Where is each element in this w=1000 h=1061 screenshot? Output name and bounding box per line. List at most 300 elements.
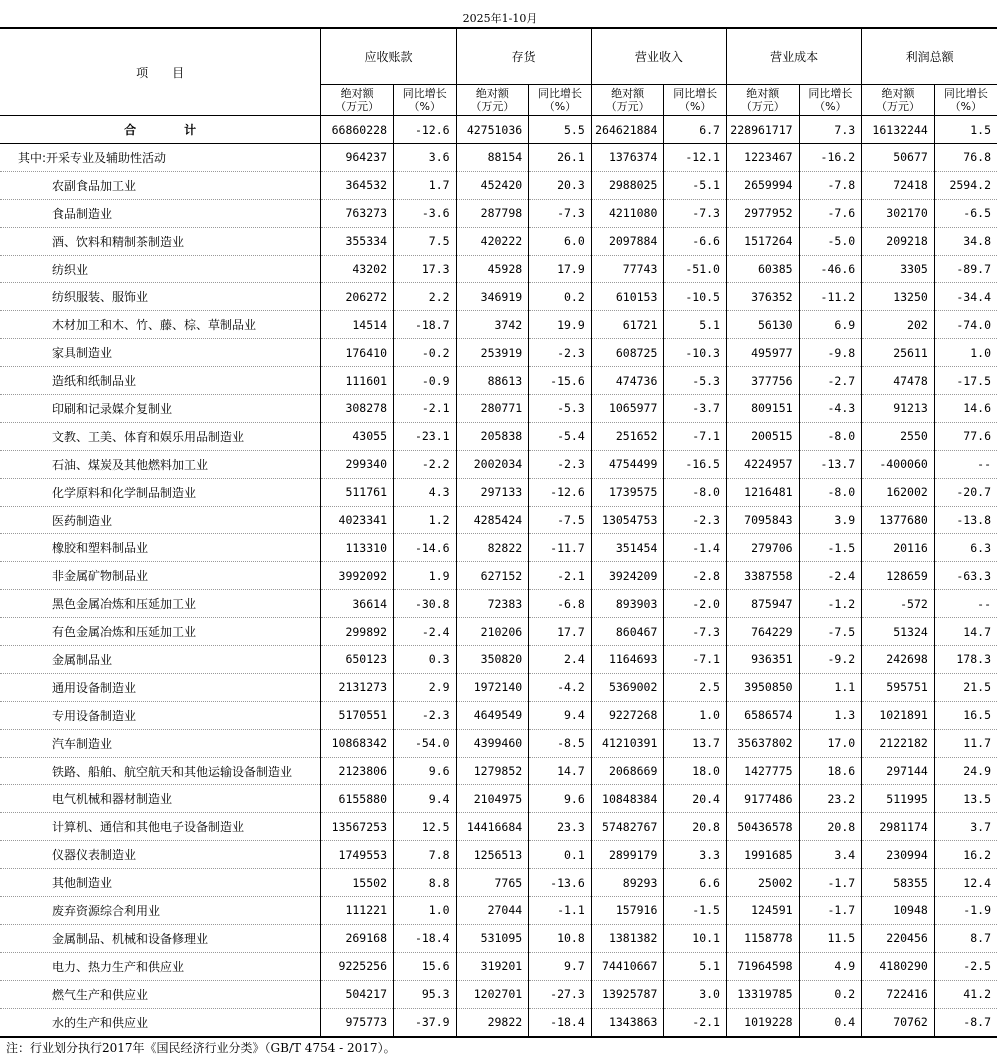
table-row: [0, 646, 997, 674]
cell-profit: 25611: [862, 339, 935, 367]
cell-cost-y: 0.2: [799, 980, 862, 1008]
cell-rev-y: -7.3: [664, 618, 727, 646]
cell-profit: 10948: [862, 897, 935, 925]
cell-rev-y: -2.0: [664, 590, 727, 618]
cell-inv-y: -12.6: [529, 478, 592, 506]
cell-ar-y: 1.2: [394, 506, 457, 534]
cell-cost-y: -2.4: [799, 562, 862, 590]
cell-profit-y: -2.5: [934, 952, 997, 980]
column-group-revenue: 营业收入: [591, 28, 726, 85]
cell-ar: 111221: [321, 897, 394, 925]
cell-rev: 9227268: [591, 701, 664, 729]
cell-ar: 111601: [321, 367, 394, 395]
cell-rev-y: -3.7: [664, 395, 727, 423]
cell-inv: 287798: [456, 199, 529, 227]
industry-name: 电气机械和器材制造业: [0, 785, 321, 813]
cell-inv-y: 19.9: [529, 311, 592, 339]
cell-ar-y: -2.4: [394, 618, 457, 646]
cell-inv: 4399460: [456, 729, 529, 757]
industry-name: 通用设备制造业: [0, 673, 321, 701]
table-row: [0, 729, 997, 757]
cell-rev: 1343863: [591, 1008, 664, 1036]
industry-name: 仪器仪表制造业: [0, 841, 321, 869]
cell-ar-y: 1.0: [394, 897, 457, 925]
cell-cost-y: 4.9: [799, 952, 862, 980]
cell-cost: 71964598: [726, 952, 799, 980]
cell-ar: 113310: [321, 534, 394, 562]
cell-inv-y: 20.3: [529, 171, 592, 199]
cell-inv: 29822: [456, 1008, 529, 1036]
cell-inv: 205838: [456, 422, 529, 450]
cell-cost: 25002: [726, 869, 799, 897]
cell-profit-y: 77.6: [934, 422, 997, 450]
cell-cost-y: -46.6: [799, 255, 862, 283]
cell-profit-y: 1.0: [934, 339, 997, 367]
table-row: [0, 311, 997, 339]
cell-profit: 13250: [862, 283, 935, 311]
cell-ar: 511761: [321, 478, 394, 506]
cell-cost-y: -4.3: [799, 395, 862, 423]
cell-rev-y: 1.0: [664, 701, 727, 729]
cell-rev-y: 3.3: [664, 841, 727, 869]
cell-inv-y: 17.9: [529, 255, 592, 283]
cell-ar: 176410: [321, 339, 394, 367]
industry-name: 专用设备制造业: [0, 701, 321, 729]
cell-ar: 66860228: [321, 116, 394, 144]
cell-rev: 157916: [591, 897, 664, 925]
cell-rev-y: 20.4: [664, 785, 727, 813]
cell-profit: 220456: [862, 924, 935, 952]
cell-inv-y: -18.4: [529, 1008, 592, 1036]
cell-rev: 5369002: [591, 673, 664, 701]
cell-profit-y: 16.5: [934, 701, 997, 729]
cell-cost-y: -7.6: [799, 199, 862, 227]
cell-cost-y: -7.8: [799, 171, 862, 199]
column-header-yoy: 同比增长 （%）: [664, 85, 727, 116]
cell-ar: 3992092: [321, 562, 394, 590]
cell-inv-y: 9.7: [529, 952, 592, 980]
cell-profit-y: 16.2: [934, 841, 997, 869]
cell-rev: 41210391: [591, 729, 664, 757]
cell-profit: 47478: [862, 367, 935, 395]
cell-ar-y: 9.4: [394, 785, 457, 813]
cell-inv: 280771: [456, 395, 529, 423]
column-group-cost: 营业成本: [726, 28, 861, 85]
cell-rev-y: -2.3: [664, 506, 727, 534]
cell-profit: 595751: [862, 673, 935, 701]
cell-profit-y: 21.5: [934, 673, 997, 701]
column-header-yoy: 同比增长 （%）: [799, 85, 862, 116]
cell-ar-y: 8.8: [394, 869, 457, 897]
cell-profit: 722416: [862, 980, 935, 1008]
cell-rev: 893903: [591, 590, 664, 618]
industry-name: 其中:开采专业及辅助性活动: [0, 144, 321, 172]
cell-cost: 3387558: [726, 562, 799, 590]
cell-profit: 50677: [862, 144, 935, 172]
cell-inv: 2104975: [456, 785, 529, 813]
cell-profit-y: 13.5: [934, 785, 997, 813]
cell-profit-y: 178.3: [934, 646, 997, 674]
table-row: [0, 450, 997, 478]
cell-ar-y: -2.2: [394, 450, 457, 478]
cell-profit-y: 76.8: [934, 144, 997, 172]
cell-inv-y: -6.8: [529, 590, 592, 618]
cell-inv-y: 9.4: [529, 701, 592, 729]
cell-ar: 269168: [321, 924, 394, 952]
cell-inv: 3742: [456, 311, 529, 339]
cell-ar: 1749553: [321, 841, 394, 869]
cell-inv-y: 2.4: [529, 646, 592, 674]
cell-inv: 72383: [456, 590, 529, 618]
column-group-profit: 利润总额: [862, 28, 997, 85]
cell-rev-y: -2.1: [664, 1008, 727, 1036]
cell-ar: 15502: [321, 869, 394, 897]
cell-inv-y: -8.5: [529, 729, 592, 757]
cell-cost-y: -2.7: [799, 367, 862, 395]
cell-rev: 1065977: [591, 395, 664, 423]
cell-inv-y: -2.3: [529, 450, 592, 478]
industry-name: 非金属矿物制品业: [0, 562, 321, 590]
cell-inv-y: 0.2: [529, 283, 592, 311]
table-row: [0, 701, 997, 729]
table-row: [0, 422, 997, 450]
cell-profit: 72418: [862, 171, 935, 199]
column-header-absolute: 绝对额 （万元）: [591, 85, 664, 116]
cell-cost: 1019228: [726, 1008, 799, 1036]
cell-profit-y: 14.6: [934, 395, 997, 423]
cell-profit-y: -89.7: [934, 255, 997, 283]
cell-rev-y: 6.7: [664, 116, 727, 144]
table-row: [0, 367, 997, 395]
cell-cost: 124591: [726, 897, 799, 925]
cell-profit: 58355: [862, 869, 935, 897]
cell-profit: 230994: [862, 841, 935, 869]
cell-profit-y: --: [934, 450, 997, 478]
cell-cost: 279706: [726, 534, 799, 562]
table-row: [0, 506, 997, 534]
cell-profit: 3305: [862, 255, 935, 283]
column-header-absolute: 绝对额 （万元）: [456, 85, 529, 116]
column-group-receivables: 应收账款: [321, 28, 456, 85]
cell-rev-y: -2.8: [664, 562, 727, 590]
cell-profit: 242698: [862, 646, 935, 674]
cell-ar: 14514: [321, 311, 394, 339]
industry-name: 印刷和记录媒介复制业: [0, 395, 321, 423]
table-header: [0, 28, 997, 116]
column-header-yoy: 同比增长 （%）: [934, 85, 997, 116]
cell-inv-y: -5.3: [529, 395, 592, 423]
cell-inv: 82822: [456, 534, 529, 562]
cell-rev-y: 2.5: [664, 673, 727, 701]
cell-ar-y: -23.1: [394, 422, 457, 450]
cell-profit-y: --: [934, 590, 997, 618]
cell-profit-y: -1.9: [934, 897, 997, 925]
cell-rev-y: -5.1: [664, 171, 727, 199]
cell-ar-y: 15.6: [394, 952, 457, 980]
cell-rev-y: 5.1: [664, 952, 727, 980]
industry-name: 铁路、船舶、航空航天和其他运输设备制造业: [0, 757, 321, 785]
cell-inv: 1202701: [456, 980, 529, 1008]
cell-profit: 1021891: [862, 701, 935, 729]
column-header-absolute: 绝对额 （万元）: [726, 85, 799, 116]
cell-ar-y: -3.6: [394, 199, 457, 227]
cell-ar: 206272: [321, 283, 394, 311]
cell-cost-y: -16.2: [799, 144, 862, 172]
column-header-absolute: 绝对额 （万元）: [321, 85, 394, 116]
table-row: [0, 199, 997, 227]
cell-inv-y: -13.6: [529, 869, 592, 897]
cell-ar-y: -0.2: [394, 339, 457, 367]
table-row: [0, 785, 997, 813]
cell-rev: 10848384: [591, 785, 664, 813]
cell-rev-y: 6.6: [664, 869, 727, 897]
cell-ar: 2123806: [321, 757, 394, 785]
cell-rev: 474736: [591, 367, 664, 395]
cell-ar: 2131273: [321, 673, 394, 701]
cell-inv: 420222: [456, 227, 529, 255]
cell-ar-y: 7.8: [394, 841, 457, 869]
cell-inv-y: -27.3: [529, 980, 592, 1008]
cell-profit: 2122182: [862, 729, 935, 757]
cell-ar-y: 0.3: [394, 646, 457, 674]
cell-cost-y: -9.8: [799, 339, 862, 367]
cell-profit: 91213: [862, 395, 935, 423]
table-row: [0, 980, 997, 1008]
cell-ar: 10868342: [321, 729, 394, 757]
cell-inv-y: 14.7: [529, 757, 592, 785]
cell-ar-y: -2.1: [394, 395, 457, 423]
cell-rev: 1381382: [591, 924, 664, 952]
cell-inv: 1972140: [456, 673, 529, 701]
cell-ar-y: 4.3: [394, 478, 457, 506]
cell-rev: 3924209: [591, 562, 664, 590]
cell-inv: 45928: [456, 255, 529, 283]
cell-rev-y: -7.1: [664, 422, 727, 450]
cell-rev: 2097884: [591, 227, 664, 255]
footnote: 注：行业划分执行2017年《国民经济行业分类》（GB/T 4754 - 2017）。: [6, 1041, 396, 1055]
cell-profit-y: -17.5: [934, 367, 997, 395]
cell-cost-y: -13.7: [799, 450, 862, 478]
table-row: [0, 339, 997, 367]
cell-profit-y: 11.7: [934, 729, 997, 757]
table-row: [0, 924, 997, 952]
cell-inv: 531095: [456, 924, 529, 952]
industry-name: 石油、煤炭及其他燃料加工业: [0, 450, 321, 478]
cell-rev: 860467: [591, 618, 664, 646]
cell-cost: 495977: [726, 339, 799, 367]
cell-rev-y: 13.7: [664, 729, 727, 757]
industry-name: 化学原料和化学制品制造业: [0, 478, 321, 506]
cell-rev: 89293: [591, 869, 664, 897]
cell-ar-y: 7.5: [394, 227, 457, 255]
cell-profit-y: -34.4: [934, 283, 997, 311]
cell-cost: 936351: [726, 646, 799, 674]
cell-ar: 13567253: [321, 813, 394, 841]
cell-rev-y: 5.1: [664, 311, 727, 339]
cell-ar-y: -12.6: [394, 116, 457, 144]
industry-name: 废弃资源综合利用业: [0, 897, 321, 925]
cell-rev: 4211080: [591, 199, 664, 227]
cell-rev-y: -7.3: [664, 199, 727, 227]
cell-ar-y: 17.3: [394, 255, 457, 283]
cell-rev: 2988025: [591, 171, 664, 199]
cell-rev-y: 18.0: [664, 757, 727, 785]
cell-cost: 1223467: [726, 144, 799, 172]
industry-name: 文教、工美、体育和娱乐用品制造业: [0, 422, 321, 450]
cell-inv: 297133: [456, 478, 529, 506]
cell-cost: 60385: [726, 255, 799, 283]
cell-inv: 350820: [456, 646, 529, 674]
table-row: [0, 534, 997, 562]
cell-ar: 964237: [321, 144, 394, 172]
cell-cost: 2977952: [726, 199, 799, 227]
cell-cost: 56130: [726, 311, 799, 339]
cell-inv-y: 0.1: [529, 841, 592, 869]
table-row: [0, 478, 997, 506]
cell-profit-y: -6.5: [934, 199, 997, 227]
cell-profit-y: 14.7: [934, 618, 997, 646]
cell-rev: 57482767: [591, 813, 664, 841]
cell-rev-y: 20.8: [664, 813, 727, 841]
cell-cost-y: -5.0: [799, 227, 862, 255]
cell-cost-y: 3.9: [799, 506, 862, 534]
cell-rev-y: -51.0: [664, 255, 727, 283]
cell-rev: 13054753: [591, 506, 664, 534]
cell-cost: 2659994: [726, 171, 799, 199]
cell-profit: 511995: [862, 785, 935, 813]
table-row: [0, 841, 997, 869]
cell-ar: 308278: [321, 395, 394, 423]
cell-profit: 302170: [862, 199, 935, 227]
cell-ar-y: 95.3: [394, 980, 457, 1008]
cell-profit-y: -8.7: [934, 1008, 997, 1036]
cell-ar: 4023341: [321, 506, 394, 534]
cell-cost: 1517264: [726, 227, 799, 255]
cell-profit: 2981174: [862, 813, 935, 841]
industry-name: 纺织业: [0, 255, 321, 283]
industry-name: 电力、热力生产和供应业: [0, 952, 321, 980]
cell-cost-y: 18.6: [799, 757, 862, 785]
industry-name: 汽车制造业: [0, 729, 321, 757]
cell-ar-y: 1.7: [394, 171, 457, 199]
cell-profit: 20116: [862, 534, 935, 562]
table-body: [0, 116, 997, 1037]
cell-inv-y: 6.0: [529, 227, 592, 255]
table-row: [0, 283, 997, 311]
cell-ar-y: -14.6: [394, 534, 457, 562]
cell-rev: 1376374: [591, 144, 664, 172]
cell-cost: 376352: [726, 283, 799, 311]
cell-rev-y: -1.4: [664, 534, 727, 562]
industry-statistics-table: [0, 27, 997, 1038]
cell-ar: 6155880: [321, 785, 394, 813]
cell-cost: 6586574: [726, 701, 799, 729]
table-row-total: [0, 116, 997, 144]
cell-inv: 1279852: [456, 757, 529, 785]
cell-cost: 50436578: [726, 813, 799, 841]
cell-ar: 504217: [321, 980, 394, 1008]
industry-name: 橡胶和塑料制品业: [0, 534, 321, 562]
cell-rev: 74410667: [591, 952, 664, 980]
cell-rev: 610153: [591, 283, 664, 311]
cell-ar: 9225256: [321, 952, 394, 980]
cell-cost: 35637802: [726, 729, 799, 757]
cell-cost: 1991685: [726, 841, 799, 869]
cell-cost-y: -1.2: [799, 590, 862, 618]
cell-profit: 297144: [862, 757, 935, 785]
cell-inv: 210206: [456, 618, 529, 646]
column-header-item: 项 目: [0, 28, 321, 116]
column-header-absolute: 绝对额 （万元）: [862, 85, 935, 116]
cell-rev: 351454: [591, 534, 664, 562]
cell-inv: 2002034: [456, 450, 529, 478]
table-row: [0, 144, 997, 172]
cell-inv: 27044: [456, 897, 529, 925]
cell-cost-y: 17.0: [799, 729, 862, 757]
industry-name: 家具制造业: [0, 339, 321, 367]
cell-ar: 5170551: [321, 701, 394, 729]
cell-ar-y: 1.9: [394, 562, 457, 590]
cell-cost-y: -1.5: [799, 534, 862, 562]
cell-cost-y: -8.0: [799, 478, 862, 506]
cell-profit: 209218: [862, 227, 935, 255]
cell-cost: 13319785: [726, 980, 799, 1008]
industry-name: 其他制造业: [0, 869, 321, 897]
cell-profit-y: 34.8: [934, 227, 997, 255]
cell-rev: 1739575: [591, 478, 664, 506]
cell-cost: 228961717: [726, 116, 799, 144]
cell-profit: 128659: [862, 562, 935, 590]
industry-name: 食品制造业: [0, 199, 321, 227]
cell-inv: 627152: [456, 562, 529, 590]
table-row: [0, 813, 997, 841]
table-row: [0, 255, 997, 283]
cell-cost: 764229: [726, 618, 799, 646]
cell-inv-y: -7.5: [529, 506, 592, 534]
cell-inv-y: -2.3: [529, 339, 592, 367]
cell-ar: 299892: [321, 618, 394, 646]
cell-ar-y: -2.3: [394, 701, 457, 729]
cell-cost: 1158778: [726, 924, 799, 952]
industry-name: 合 计: [0, 116, 321, 144]
cell-cost-y: 23.2: [799, 785, 862, 813]
cell-profit: -572: [862, 590, 935, 618]
cell-ar: 650123: [321, 646, 394, 674]
cell-cost-y: 7.3: [799, 116, 862, 144]
cell-profit-y: -20.7: [934, 478, 997, 506]
cell-inv-y: 26.1: [529, 144, 592, 172]
cell-inv-y: 23.3: [529, 813, 592, 841]
cell-ar: 299340: [321, 450, 394, 478]
cell-profit-y: 8.7: [934, 924, 997, 952]
cell-cost-y: -9.2: [799, 646, 862, 674]
cell-cost: 1427775: [726, 757, 799, 785]
cell-profit-y: 2594.2: [934, 171, 997, 199]
cell-profit: 202: [862, 311, 935, 339]
cell-profit: 162002: [862, 478, 935, 506]
cell-inv: 14416684: [456, 813, 529, 841]
cell-cost: 377756: [726, 367, 799, 395]
industry-name: 医药制造业: [0, 506, 321, 534]
cell-ar: 364532: [321, 171, 394, 199]
cell-inv: 4649549: [456, 701, 529, 729]
cell-profit-y: -13.8: [934, 506, 997, 534]
cell-rev-y: 3.0: [664, 980, 727, 1008]
cell-profit-y: 6.3: [934, 534, 997, 562]
cell-inv: 346919: [456, 283, 529, 311]
cell-inv-y: -7.3: [529, 199, 592, 227]
cell-rev-y: -10.5: [664, 283, 727, 311]
